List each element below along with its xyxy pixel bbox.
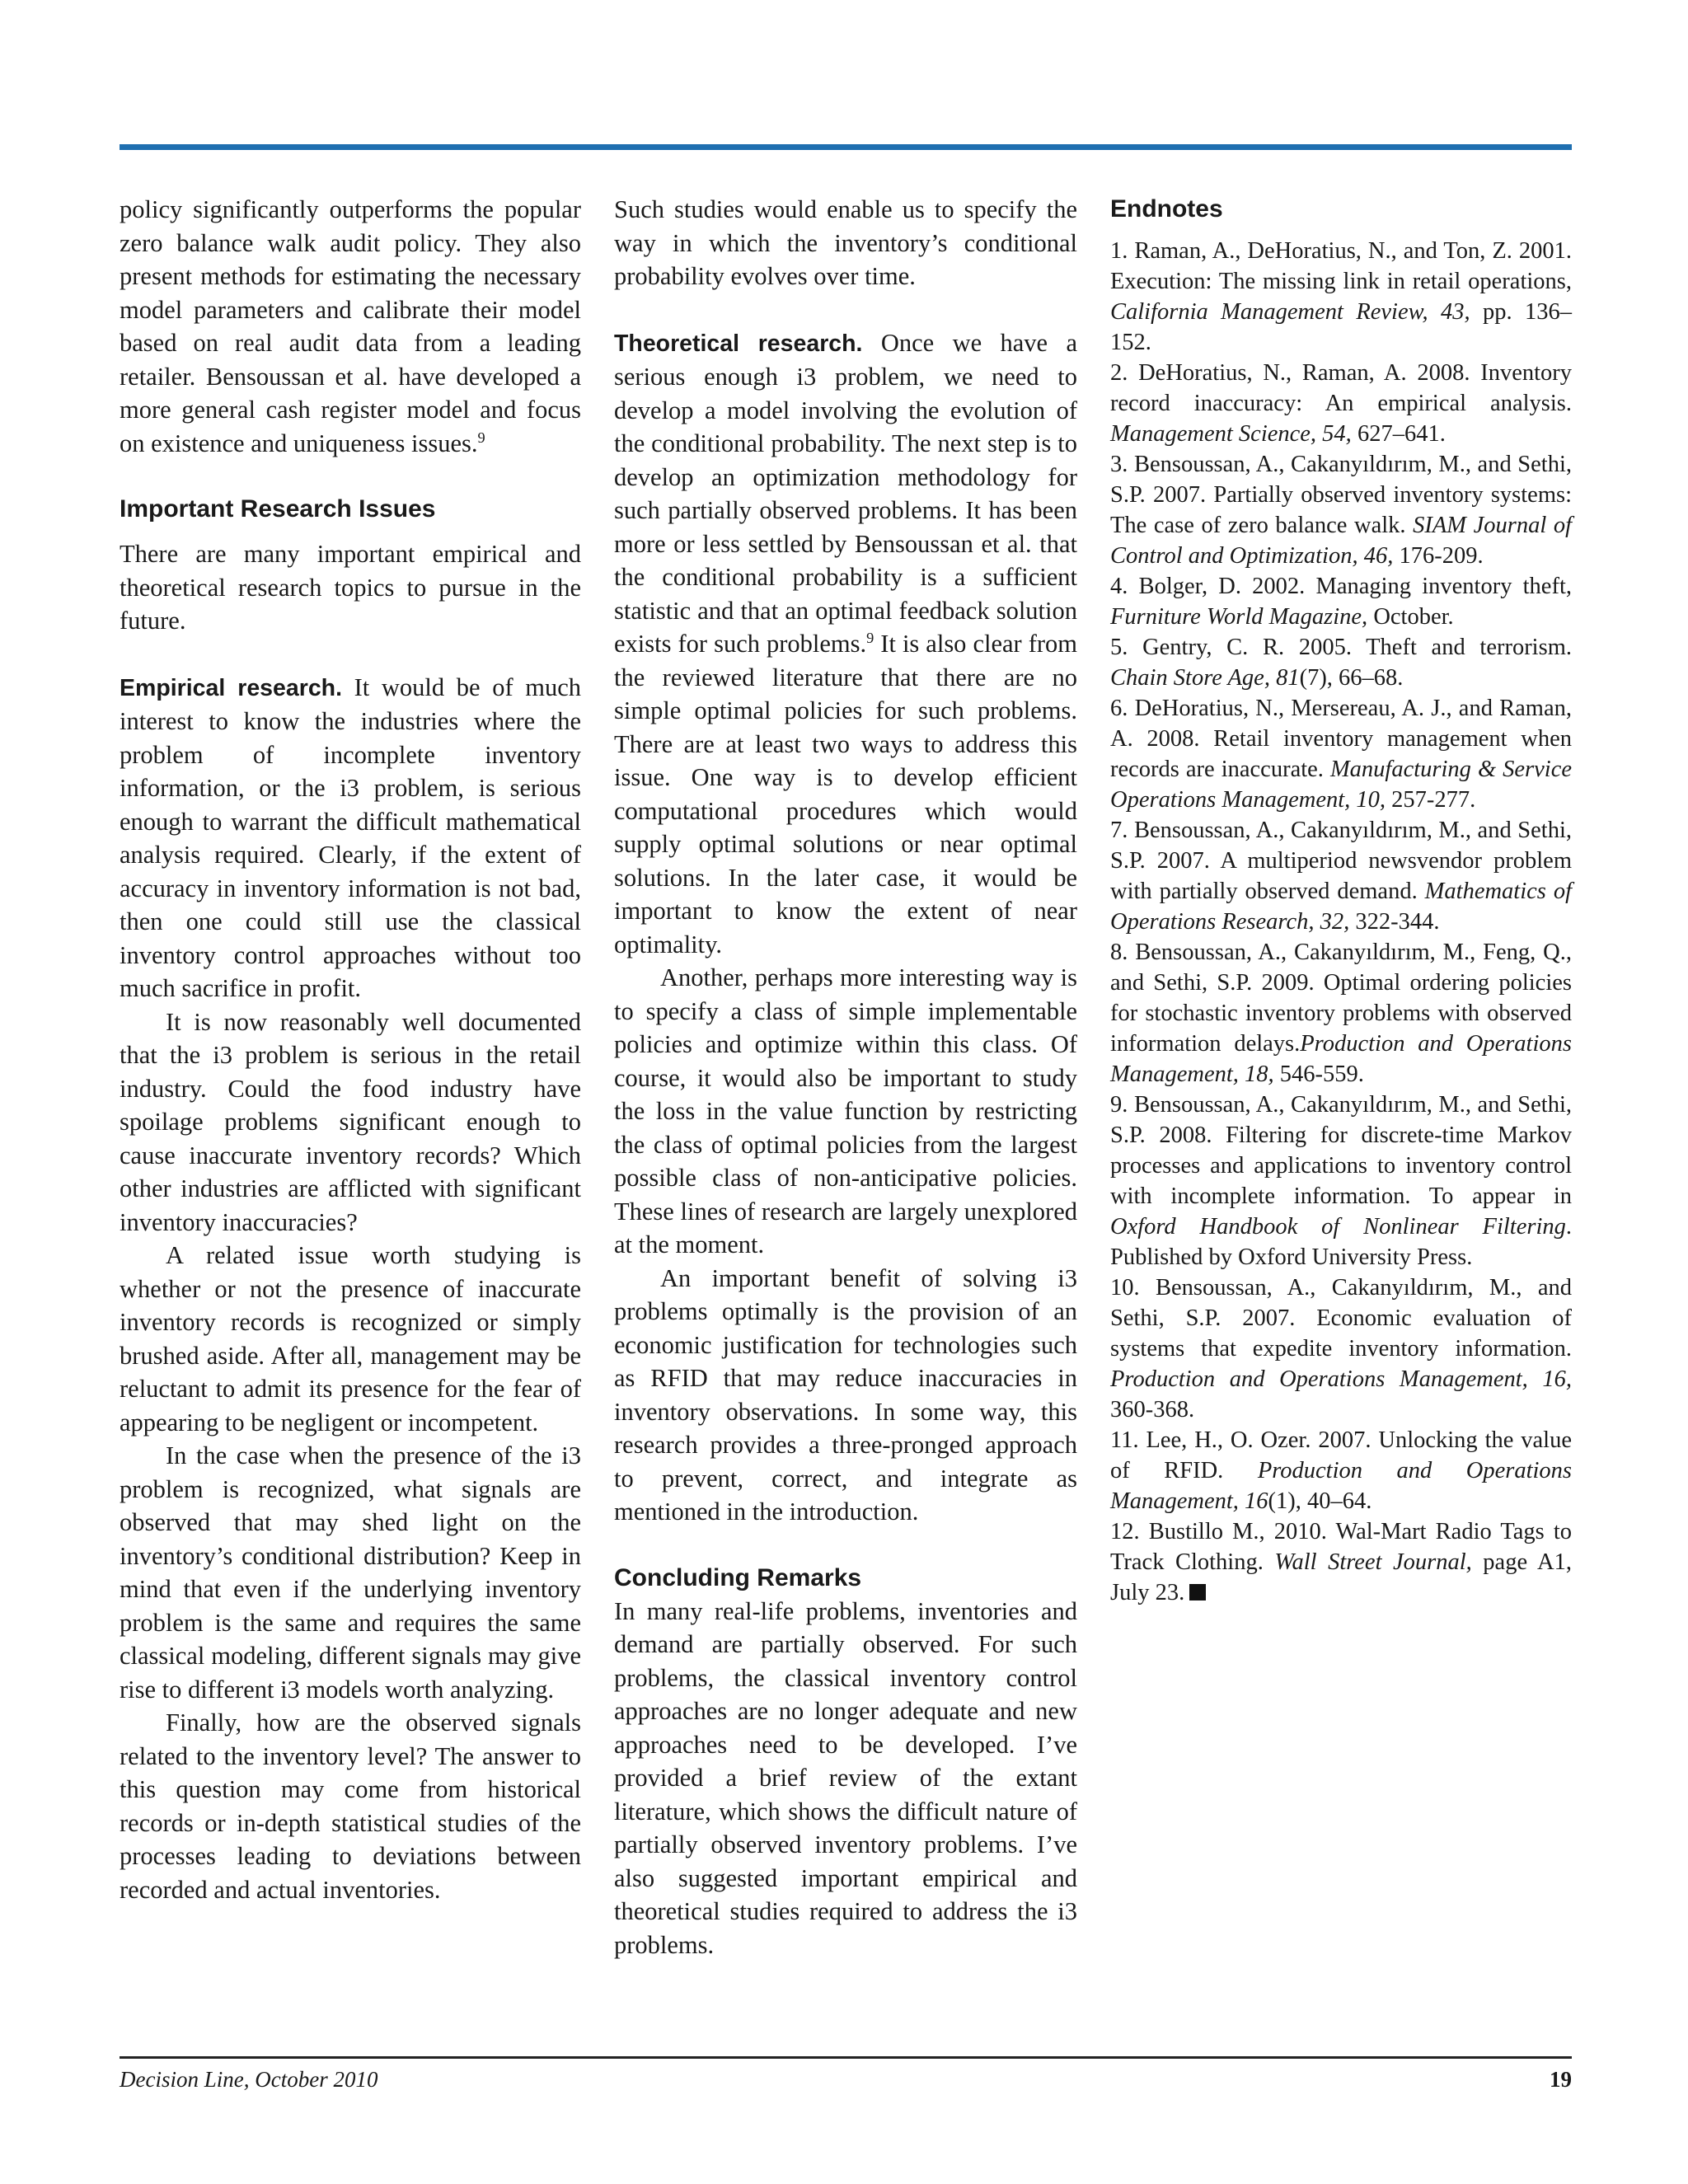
endnote-12: 12. Bustillo M., 2010. Wal-Mart Radio Tags to Track Clothing. Wall Street Journal, page A1, July 23. <box>1110 1519 1572 1605</box>
endnote-4: 4. Bolger, D. 2002. Managing inventory theft, Furniture World Magazine, October. <box>1110 574 1572 630</box>
paragraph-intro: policy significantly outperforms the popular zero balance walk audit policy. They also present methods for estimating the necessary model parameters and calibrate their model based on real audit data from a leading retailer. Bensoussan et al. have developed a more general cash register model and focus on existence and uniqueness issues.$^9$ <box>120 195 581 457</box>
endnote-9: 9. Bensoussan, A., Cakanyıldırım, M., and Sethi, S.P. 2008. Filtering for discrete-time Markov processes and applications to inventory control with incomplete information. To appear in Oxford Handbook of Nonlinear Filtering. Published by Oxford University Press. <box>1110 1092 1572 1270</box>
paragraph-benefit: An important benefit of solving i3 problems optimally is the provision of an economic justification for technologies such as RFID that may reduce inaccuracies in inventory observations. In some way, this research provides a three-pronged approach to prevent, correct, and integrate as mentioned in the introduction. <box>614 1263 1077 1526</box>
paragraph-another: Another, perhaps more interesting way is to specify a class of simple implementable policies and optimize within this class. Of course, it would also be important to study the loss in the value function by restricting the class of optimal policies from the largest possible class of non-anticipative policies. These lines of research are largely unexplored at the moment. <box>614 963 1077 1258</box>
endnote-5: 5. Gentry, C. R. 2005. Theft and terrorism. Chain Store Age, 81(7), 66–68. <box>1110 635 1572 691</box>
runin-theoretical-research: Theoretical research. <box>614 330 863 357</box>
bottom-rule <box>120 2056 1572 2059</box>
endnote-10: 10. Bensoussan, A., Cakanyıldırım, M., and Sethi, S.P. 2007. Economic evaluation of systems that expedite inventory information. Production and Operations Management, 16, 360-368. <box>1110 1275 1572 1422</box>
heading-important-research-issues: Important Research Issues <box>120 495 436 523</box>
column-left <box>120 193 581 1906</box>
paragraph-case: In the case when the presence of the i3 problem is recognized, what signals are observed that may shed light on the inventory’s conditional distribution? Keep in mind that even if the underlying inventory problem is the same and requires the same classical modeling, different signals may give rise to different i3 models worth analyzing. <box>120 1441 581 1704</box>
endnote-8: 8. Bensoussan, A., Cakanyıldırım, M., Feng, Q., and Sethi, S.P. 2009. Optimal ordering policies for stochastic inventory problems with observed information delays.Production and Operations Management, 18, 546-559. <box>1110 940 1572 1087</box>
paragraph-issues: There are many important empirical and theoretical research topics to pursue in the future. <box>120 540 581 635</box>
footer-page-number: 19 <box>1550 2067 1572 2092</box>
runin-empirical-research: Empirical research. <box>120 674 342 701</box>
endnote-3: 3. Bensoussan, A., Cakanyıldırım, M., and Sethi, S.P. 2007. Partially observed inventory systems: The case of zero balance walk. SIAM Journal of Control and Optimization, 46, 176-209. <box>1110 452 1573 569</box>
footer-publication: Decision Line, October 2010 <box>120 2067 378 2092</box>
endnote-11: 11. Lee, H., O. Ozer. 2007. Unlocking the value of RFID. Production and Operations Management, 16(1), 40–64. <box>1110 1427 1572 1514</box>
column-endnotes <box>1110 193 1572 1608</box>
column-middle <box>614 193 1077 1961</box>
endnote-2: 2. DeHoratius, N., Raman, A. 2008. Inventory record inaccuracy: An empirical analysis. Management Science, 54, 627–641. <box>1110 360 1572 447</box>
heading-endnotes: Endnotes <box>1110 195 1223 223</box>
endnote-1: 1. Raman, A., DeHoratius, N., and Ton, Z. 2001. Execution: The missing link in retail operations, California Management Review, 43, pp. 136–152. <box>1110 238 1573 355</box>
endnote-7: 7. Bensoussan, A., Cakanyıldırım, M., and Sethi, S.P. 2007. A multiperiod newsvendor problem with partially observed demand. Mathematics of Operations Research, 32, 322-344. <box>1110 818 1572 935</box>
paragraph-studies: Such studies would enable us to specify the way in which the inventory’s conditional probability evolves over time. <box>614 195 1077 290</box>
endnote-6: 6. DeHoratius, N., Mersereau, A. J., and Raman, A. 2008. Retail inventory management when records are inaccurate. Manufacturing & Service Operations Management, 10, 257-277. <box>1110 696 1572 813</box>
paragraph-finally: Finally, how are the observed signals related to the inventory level? The answer to this question may come from historical records or in-depth statistical studies of the processes leading to deviations between recorded and actual inventories. <box>120 1708 581 1904</box>
top-rule <box>120 144 1572 150</box>
heading-concluding-remarks: Concluding Remarks <box>614 1563 862 1591</box>
paragraph-documented: It is now reasonably well documented that the i3 problem is serious in the retail industry. Could the food industry have spoilage problems significant enough to cause inaccurate inventory records? Which other industries are afflicted with significant inventory inaccuracies? <box>120 1007 581 1236</box>
footnote-ref: 9 <box>477 429 485 446</box>
paragraph-theoretical: Theoretical research. Once we have a serious enough i3 problem, we need to develop a model involving the evolution of the conditional probability. The next step is to develop an optimization methodology for such partially observed problems. It has been more or less settled by Bensoussan et al. that the conditional probability is a sufficient statistic and that an optimal feedback solution exists for such problems.$^9$ It is also clear from the reviewed literature that there are no simple optimal policies for such problems. There are at least two ways to address this issue. One way is to develop efficient computational procedures which would supply optimal solutions or near optimal solutions. In the later case, it would be important to know the extent of near optimality. <box>614 328 1077 958</box>
paragraph-related-issue: A related issue worth studying is whether or not the presence of inaccurate inventory records is recognized or simply brushed aside. After all, management may be reluctant to admit its presence for the fear of appearing to be negligent or incompetent. <box>120 1241 581 1436</box>
paragraph-concluding: In many real-life problems, inventories and demand are partially observed. For such problems, the classical inventory control approaches are no longer adequate and new approaches need to be developed. I’ve provided a brief review of the extant literature, which shows the difficult nature of partially observed inventory problems. I’ve also suggested important empirical and theoretical studies required to address the i3 problems. <box>614 1596 1077 1959</box>
paragraph-empirical: Empirical research. It would be of much interest to know the industries where the problem of incomplete inventory information, or the i3 problem, is serious enough to warrant the difficult mathematical analysis required. Clearly, if the extent of accuracy in inventory information is not bad, then one could still use the classical inventory control approaches without too much sacrifice in profit. <box>120 673 581 1002</box>
end-of-article-square-icon <box>1189 1584 1206 1601</box>
footnote-ref: 9 <box>866 629 874 646</box>
